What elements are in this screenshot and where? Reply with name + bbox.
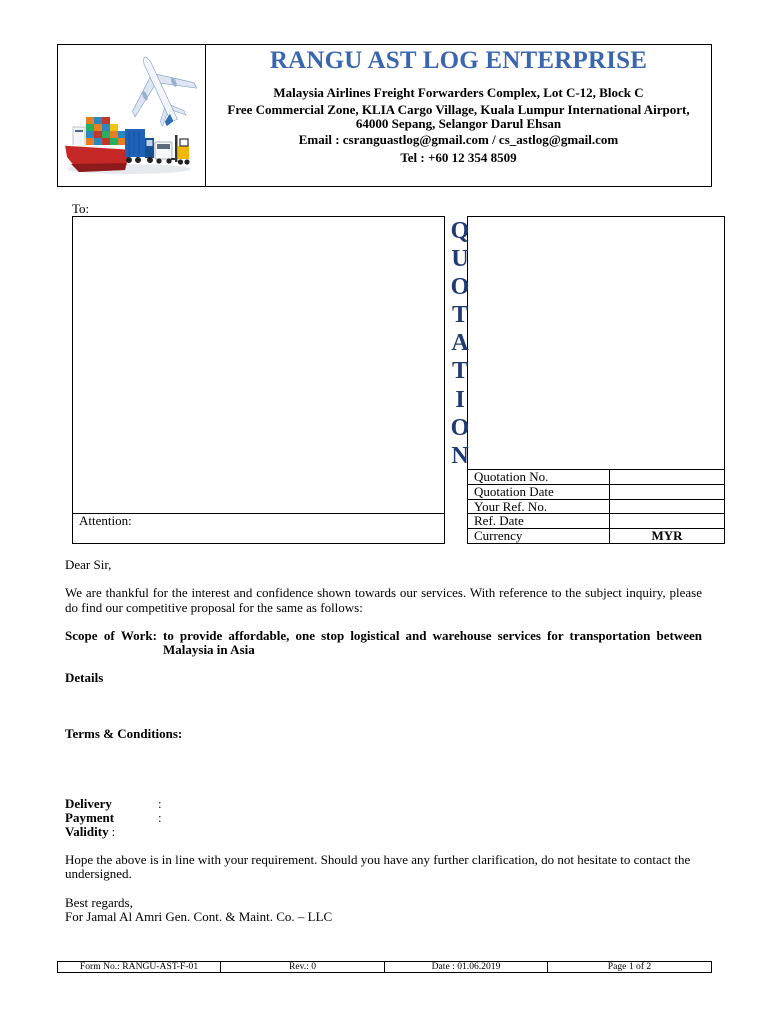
details-heading: Details: [65, 670, 104, 685]
logo-cell: [58, 45, 206, 186]
cargo-logistics-logo: [59, 45, 205, 186]
address-line: 64000 Sepang, Selangor Darul Ehsan: [355, 116, 562, 131]
cargo-ship-icon: [65, 117, 131, 172]
terms-heading: Terms & Conditions:: [65, 726, 183, 741]
currency-value: MYR: [609, 529, 724, 543]
page-number: Page 1 of 2: [547, 962, 711, 972]
reference-value: [609, 514, 724, 528]
term-separator: :: [158, 810, 162, 825]
reference-label: Your Ref. No.: [474, 498, 548, 514]
term-separator: :: [111, 824, 116, 839]
attention-label: Attention:: [79, 513, 132, 528]
attention-row: [73, 513, 444, 543]
quotation-title-letter: T: [451, 358, 468, 385]
reference-value: [609, 485, 724, 499]
reference-row: [468, 513, 724, 528]
company-name: RANGU AST LOG ENTERPRISE: [269, 47, 648, 74]
quotation-info-box: [467, 216, 725, 544]
letterhead: [57, 44, 712, 187]
reference-value: [609, 470, 724, 484]
revision: Rev.: 0: [220, 962, 384, 972]
forklift-icon: [171, 135, 190, 165]
reference-label: Quotation No.: [474, 469, 549, 484]
company-phone: Tel : +60 12 354 8509: [400, 150, 517, 165]
to-label: To:: [72, 201, 90, 216]
quotation-title: [448, 217, 472, 470]
closing-paragraph: Hope the above is in line with your requirement. Should you have any further clarification, do not hesitate to contact the undersigned.: [65, 852, 691, 881]
reference-row: [468, 528, 724, 543]
airplane-icon: [114, 45, 205, 137]
quotation-title-letter: U: [451, 246, 469, 273]
document-footer: [57, 961, 712, 973]
scope-text: to provide affordable, one stop logistical and warehouse services for transportation between Malaysia in Asia: [163, 628, 702, 657]
quotation-title-letter: N: [451, 442, 469, 469]
term-row-payment: [65, 811, 162, 825]
term-label: Validity: [65, 824, 109, 839]
recipient-box: [72, 216, 445, 544]
document-date: Date : 01.06.2019: [384, 962, 547, 972]
reference-row: [468, 469, 724, 484]
sign-off: [65, 896, 332, 923]
reference-label: Currency: [474, 528, 523, 544]
reference-row: [468, 499, 724, 514]
scope-of-work: [65, 629, 702, 657]
scope-label: Scope of Work:: [65, 628, 157, 643]
reference-label: Quotation Date: [474, 483, 554, 499]
intro-paragraph: We are thankful for the interest and confidence shown towards our services. With reference to the subject inquiry, please do find our competitive proposal for the same as follows:: [65, 585, 702, 615]
term-label: Payment: [65, 810, 115, 825]
quotation-title-letter: O: [450, 414, 470, 441]
reference-table: [468, 469, 724, 543]
term-row-validity: [65, 825, 162, 839]
quotation-title-letter: Q: [450, 218, 470, 244]
reference-row: [468, 484, 724, 499]
address-line: Malaysia Airlines Freight Forwarders Complex, Lot C-12, Block C: [273, 85, 644, 100]
quotation-title-letter: O: [450, 274, 470, 301]
salutation: Dear Sir,: [65, 557, 112, 572]
truck-icon: [125, 129, 154, 163]
quotation-title-letter: A: [451, 330, 469, 357]
regards: Best regards,: [65, 895, 133, 910]
quotation-title-letter: I: [455, 386, 465, 413]
van-icon: [155, 142, 172, 164]
form-number: Form No.: RANGU-AST-F-01: [79, 961, 199, 972]
quotation-title-letter: T: [451, 302, 468, 329]
address-line: Free Commercial Zone, KLIA Cargo Village, Kuala Lumpur International Airport,: [227, 102, 690, 117]
reference-value: [609, 500, 724, 514]
terms-list: [65, 797, 162, 839]
term-row-delivery: [65, 797, 162, 811]
company-email: Email : csranguastlog@gmail.com / cs_astlog@gmail.com: [298, 132, 619, 147]
term-separator: :: [158, 796, 162, 811]
term-label: Delivery: [65, 796, 112, 811]
reference-label: Ref. Date: [474, 513, 524, 529]
signatory: For Jamal Al Amri Gen. Cont. & Maint. Co. – LLC: [65, 908, 333, 924]
